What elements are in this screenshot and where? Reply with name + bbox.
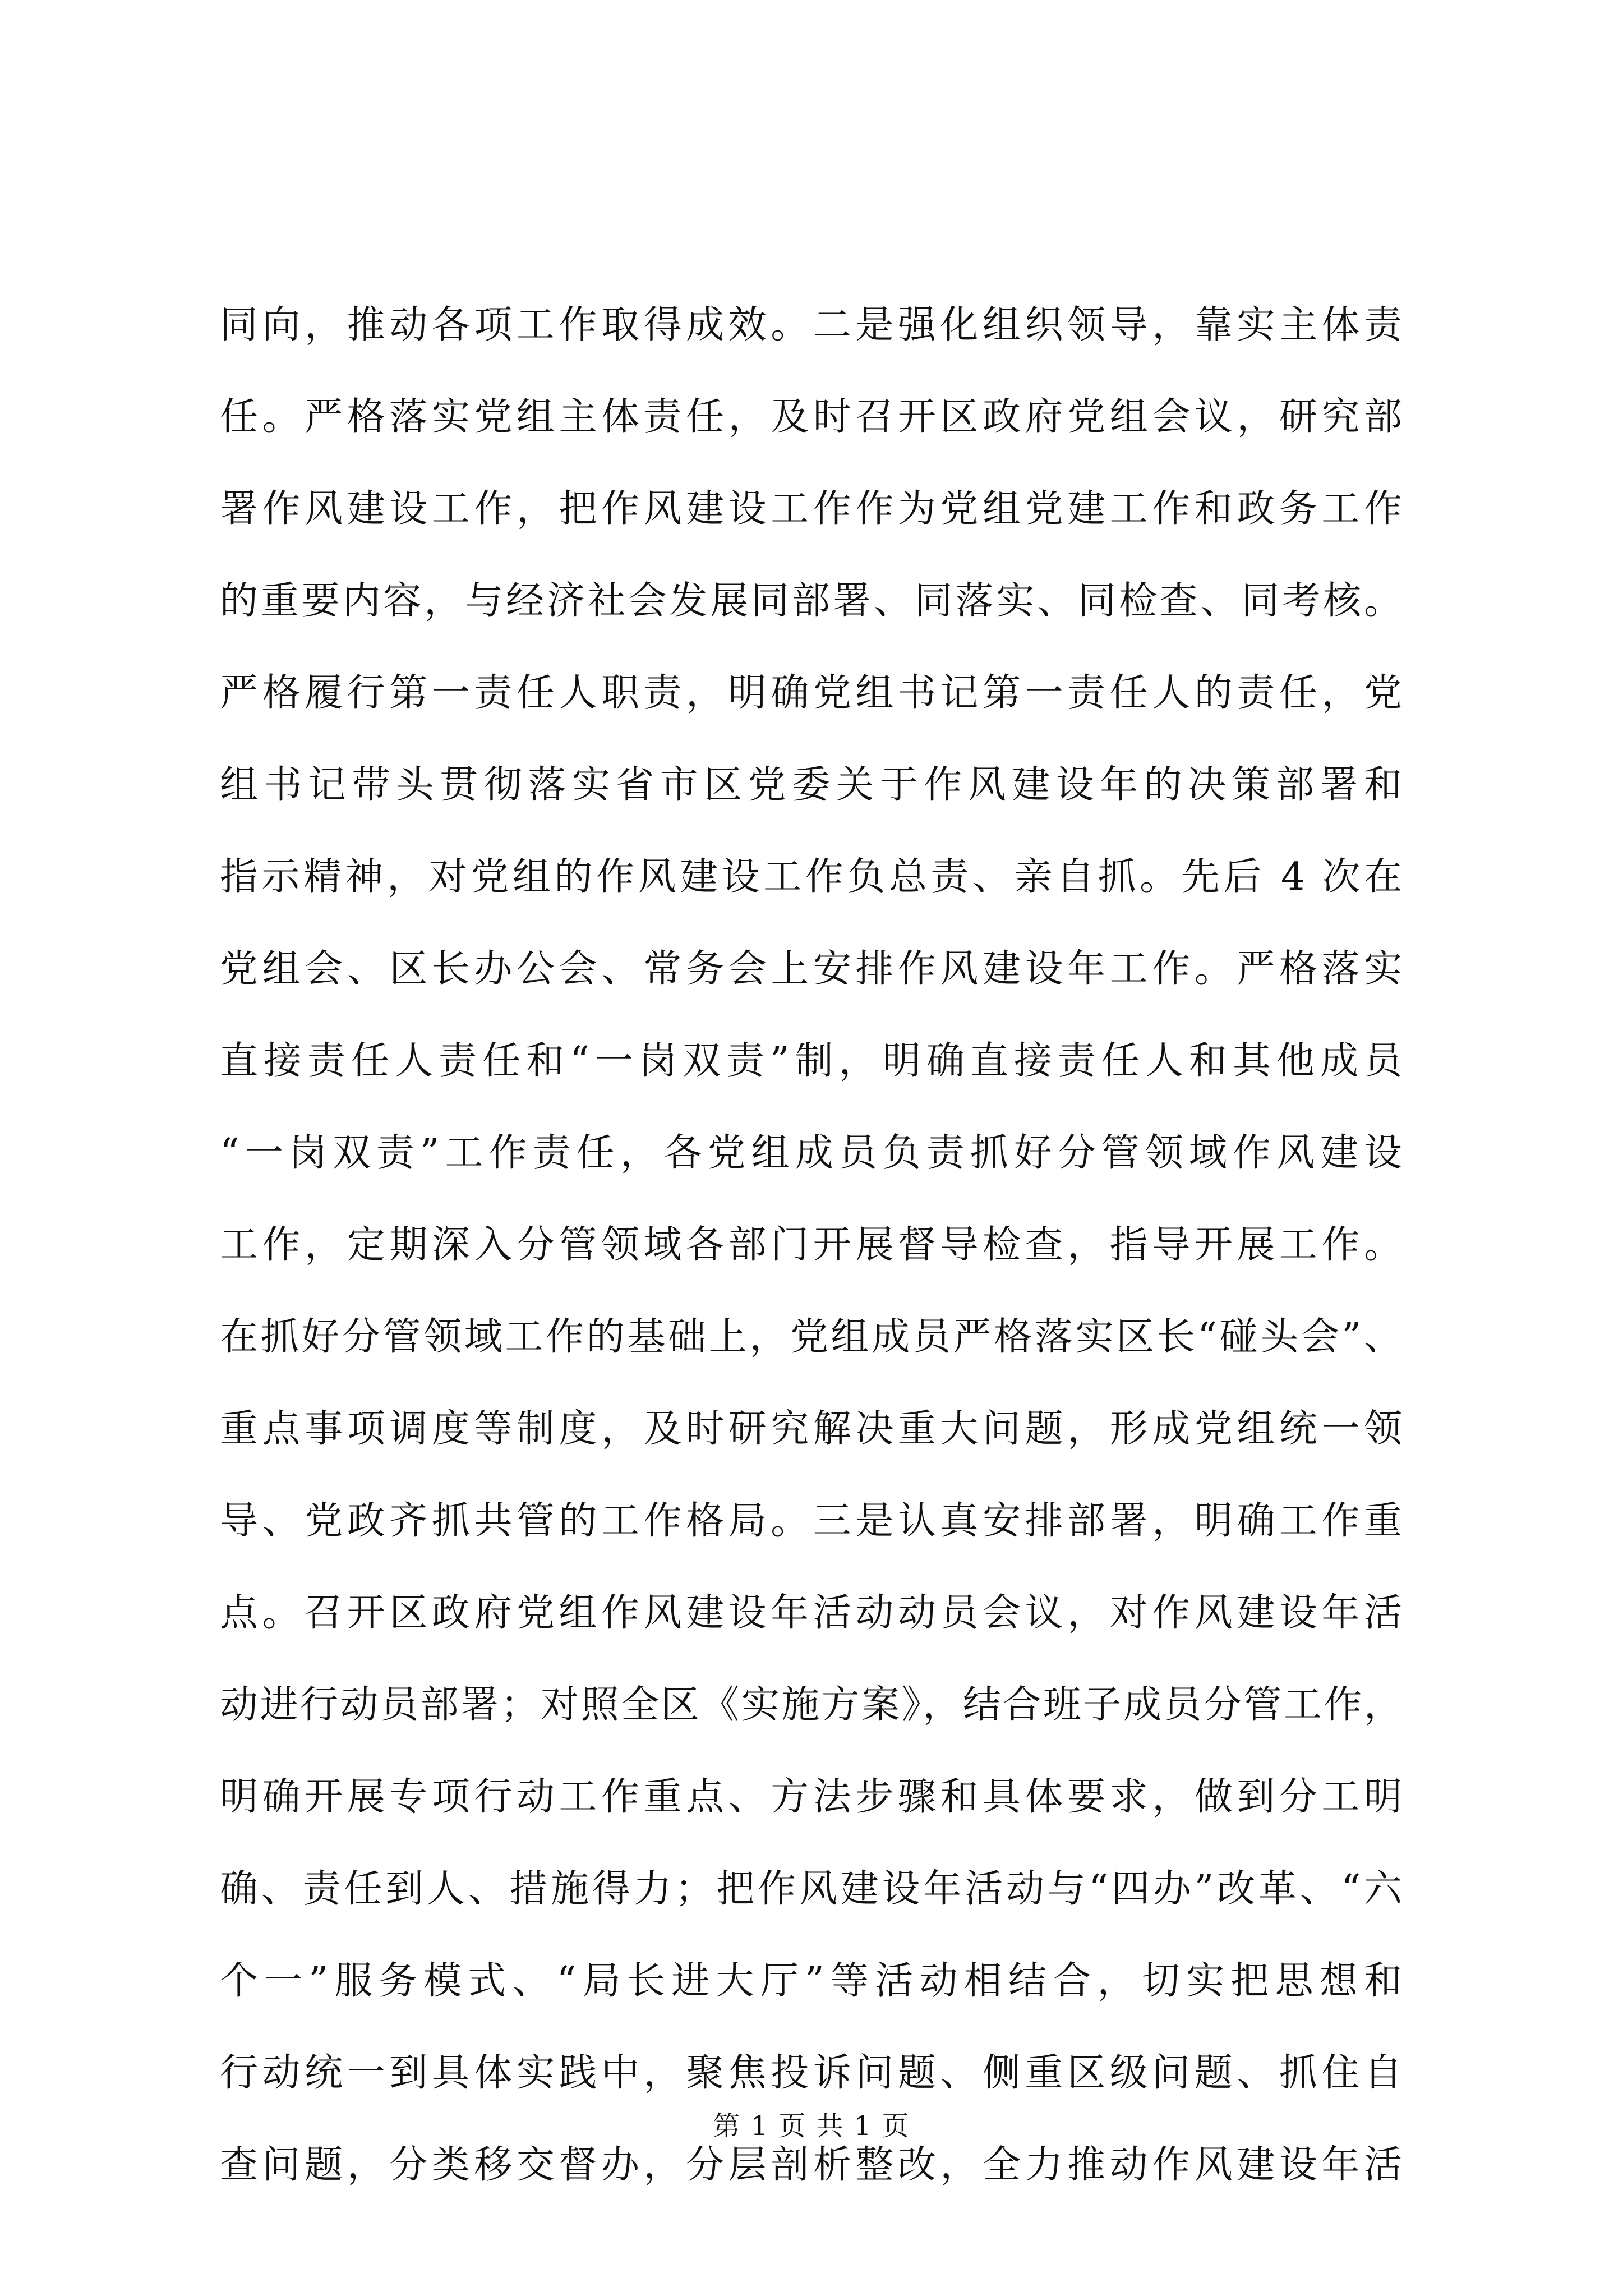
body-line-21: 查问题，分类移交督办，分层剖析整改，全力推动作风建设年活 (220, 2143, 1403, 2187)
body-line-14: 导、党政齐抓共管的工作格局。三是认真安排部署，明确工作重 (220, 1499, 1403, 1543)
body-line-18: 确、责任到人、措施得力；把作风建设年活动与“四办”改革、“六 (220, 1867, 1403, 1911)
document-body (220, 279, 1403, 2211)
body-line-2: 任。严格落实党组主体责任，及时召开区政府党组会议，研究部 (220, 395, 1403, 439)
body-line-9: 直接责任人责任和“一岗双责”制，明确直接责任人和其他成员 (220, 1039, 1403, 1083)
page-number-footer: 第 1 页 共 1 页 (713, 2110, 910, 2142)
body-line-16: 动进行动员部署；对照全区《实施方案》，结合班子成员分管工作， (220, 1683, 1403, 1727)
body-line-6: 组书记带头贯彻落实省市区党委关于作风建设年的决策部署和 (220, 763, 1403, 807)
body-line-13: 重点事项调度等制度，及时研究解决重大问题，形成党组统一领 (220, 1407, 1403, 1451)
body-line-8: 党组会、区长办公会、常务会上安排作风建设年工作。严格落实 (220, 947, 1403, 991)
body-line-17: 明确开展专项行动工作重点、方法步骤和具体要求，做到分工明 (220, 1775, 1403, 1819)
body-line-5: 严格履行第一责任人职责，明确党组书记第一责任人的责任，党 (220, 671, 1403, 715)
body-line-20: 行动统一到具体实践中，聚焦投诉问题、侧重区级问题、抓住自 (220, 2051, 1403, 2095)
body-line-10: “一岗双责”工作责任，各党组成员负责抓好分管领域作风建设 (220, 1131, 1403, 1175)
body-line-4: 的重要内容，与经济社会发展同部署、同落实、同检查、同考核。 (220, 579, 1403, 623)
body-line-15: 点。召开区政府党组作风建设年活动动员会议，对作风建设年活 (220, 1591, 1403, 1635)
body-line-11: 工作，定期深入分管领域各部门开展督导检查，指导开展工作。 (220, 1223, 1403, 1267)
body-line-19: 个一”服务模式、“局长进大厅”等活动相结合，切实把思想和 (220, 1959, 1403, 2003)
body-line-3: 署作风建设工作，把作风建设工作作为党组党建工作和政务工作 (220, 487, 1403, 531)
body-line-12: 在抓好分管领域工作的基础上，党组成员严格落实区长“碰头会”、 (220, 1315, 1403, 1359)
body-line-7: 指示精神，对党组的作风建设工作负总责、亲自抓。先后 4 次在 (220, 855, 1403, 899)
body-line-1: 同向，推动各项工作取得成效。二是强化组织领导，靠实主体责 (220, 303, 1403, 347)
